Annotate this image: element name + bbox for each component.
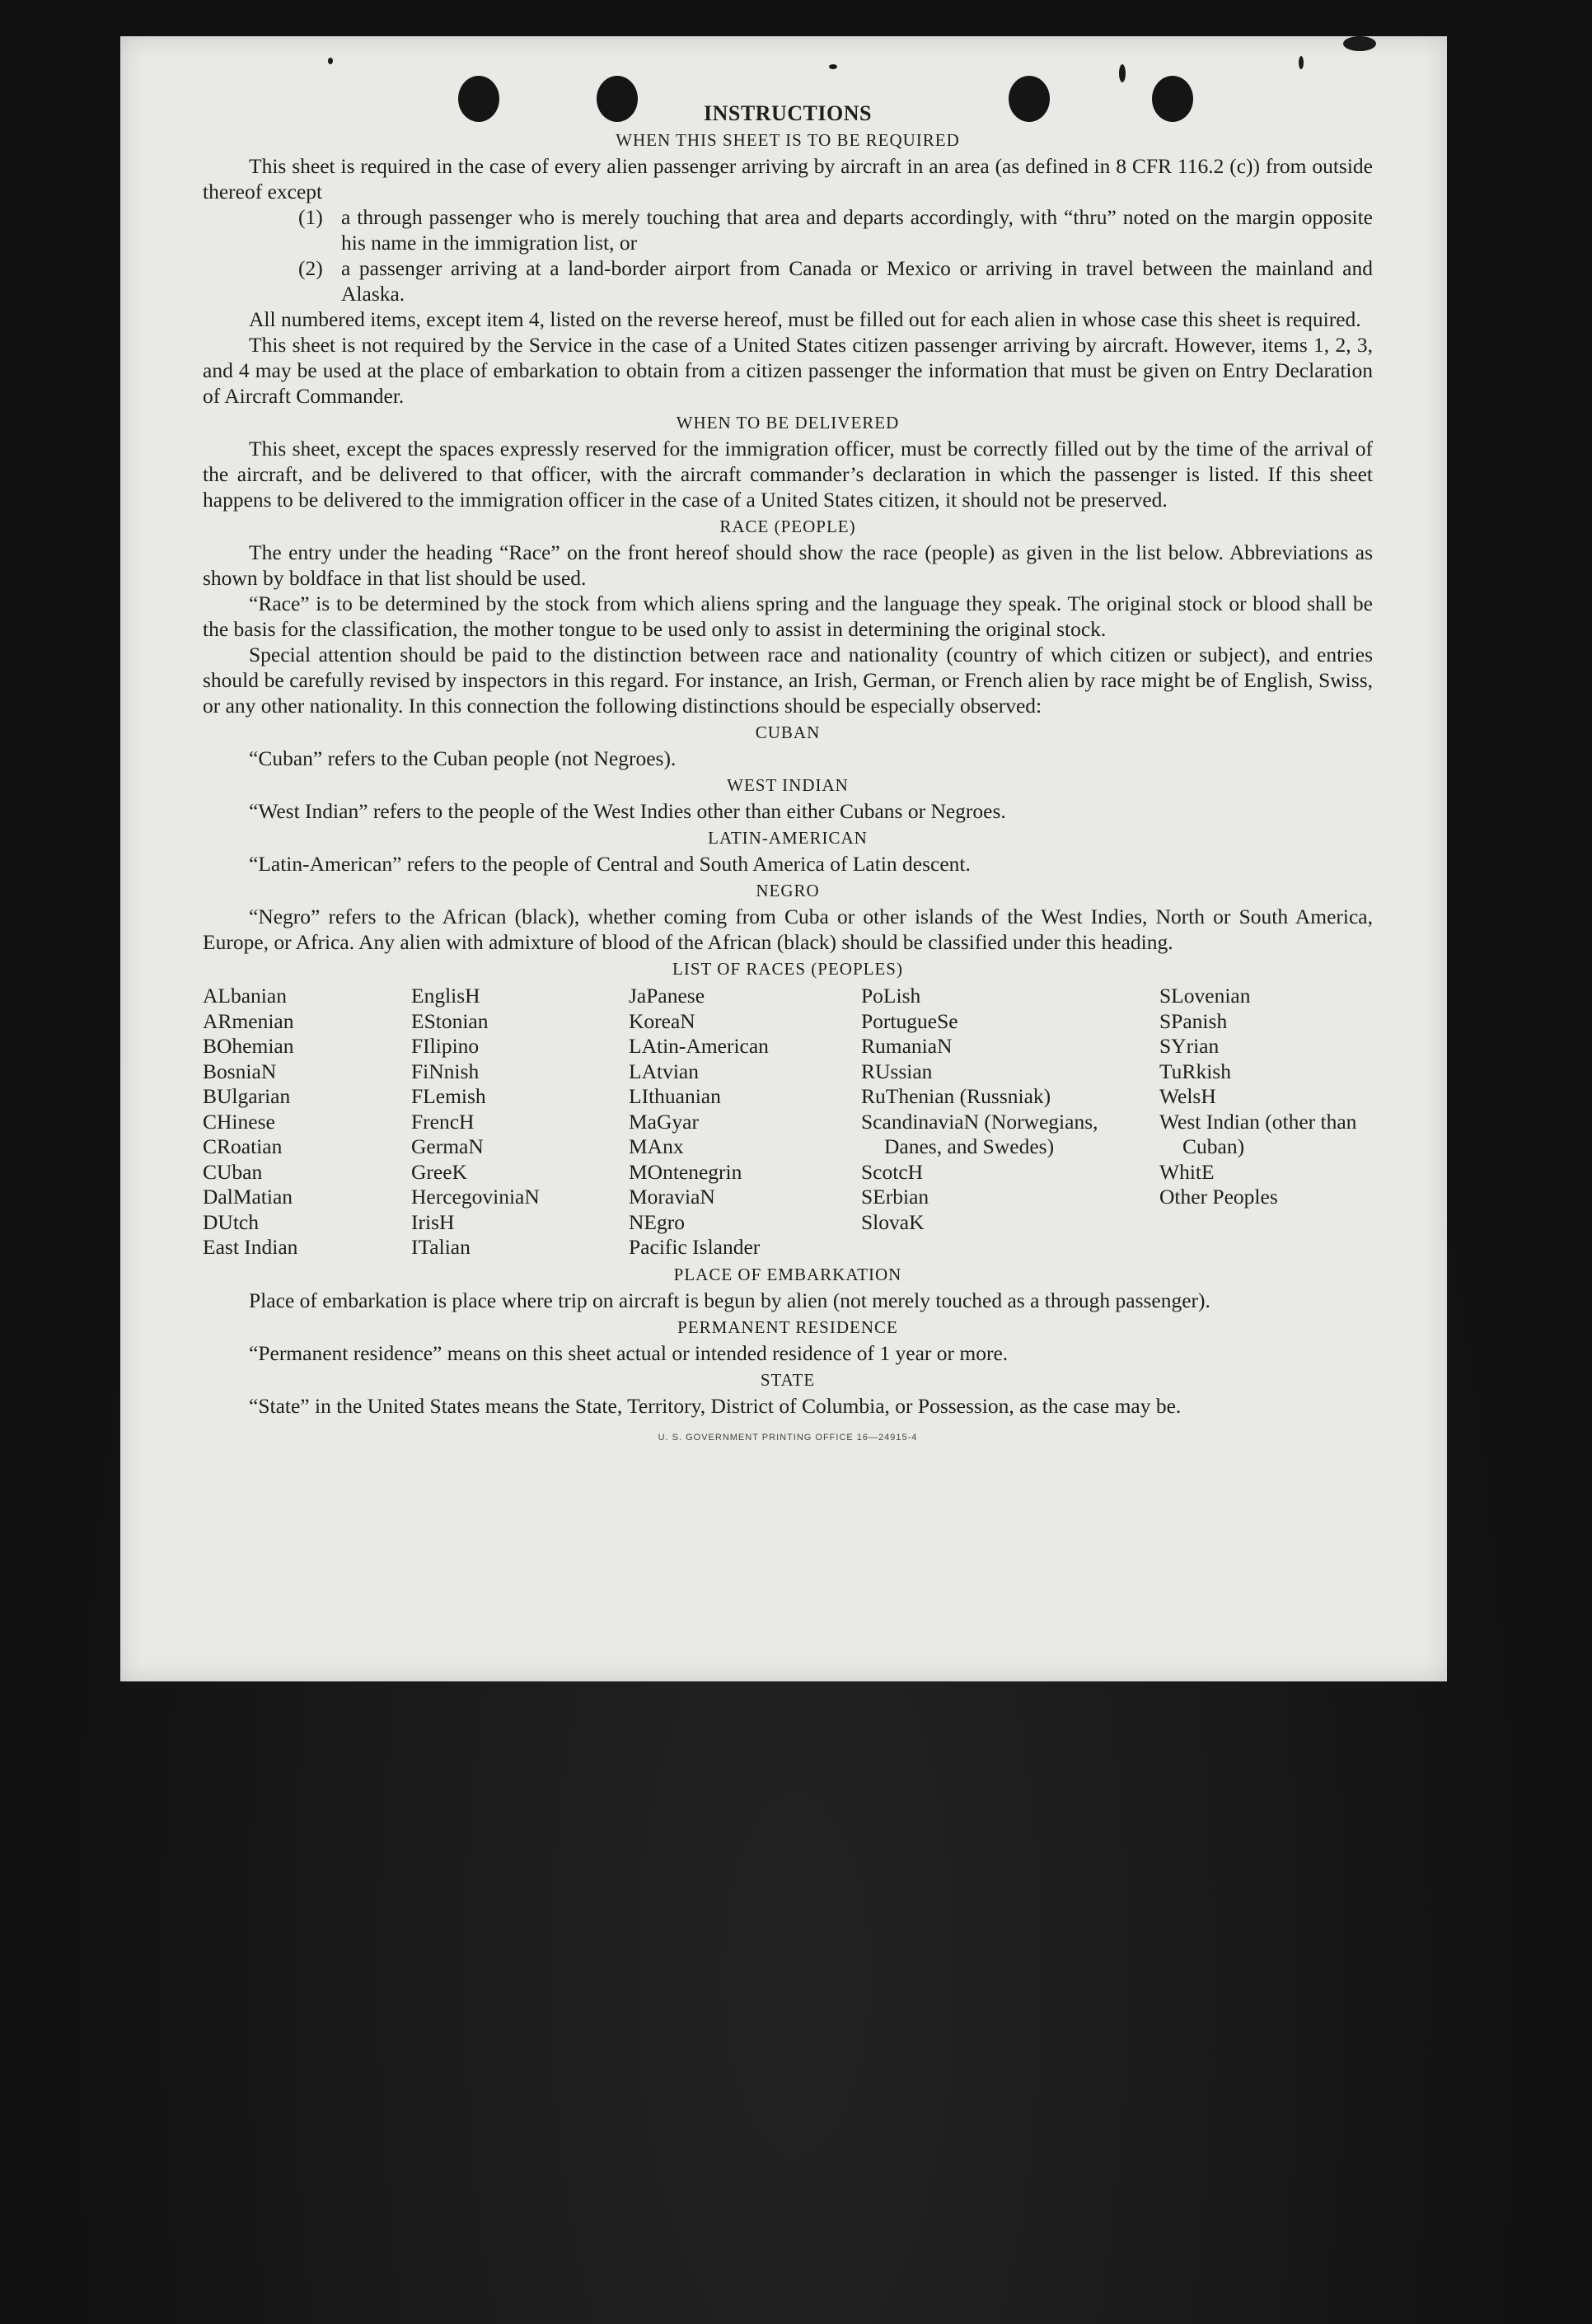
section-heading-latin-american: LATIN-AMERICAN xyxy=(708,828,868,848)
race-entry: West Indian (other than Cuban) xyxy=(1159,1109,1357,1158)
race-entry: BUlgarian xyxy=(203,1084,291,1108)
race-para3: Special attention should be paid to the distinction between race and nationality (country of which citizen or subject), and entries should be carefully revised by inspectors in this regard. For instance, an Irish, German, or French alien by race might be of English, Swiss, or any other nationality. In this connection the following distinctions should be especially observed: xyxy=(203,643,1373,718)
race-entry: EStonian xyxy=(411,1008,489,1033)
race-entry: ARmenian xyxy=(203,1008,294,1033)
race-entry: GermaN xyxy=(411,1134,484,1158)
ink-speck xyxy=(1119,64,1126,82)
section-heading-embarkation: PLACE OF EMBARKATION xyxy=(673,1264,902,1284)
instructions-text xyxy=(203,101,1373,1451)
race-entry: TuRkish xyxy=(1159,1059,1231,1083)
latin-american-text: “Latin-American” refers to the people of Central and South America of Latin descent. xyxy=(249,852,971,876)
race-entry: MoraviaN xyxy=(629,1185,715,1209)
race-para2: “Race” is to be determined by the stock from which aliens spring and the language they speak. The original stock or blood shall be the basis for the classification, the mother tongue to be used only to assist in determining the original stock. xyxy=(203,592,1373,641)
when-delivered-text: This sheet, except the spaces expressly reserved for the immigration officer, must be correctly filled out by the time of the arrival of the aircraft, and be delivered to that officer, with the aircraft commander’s declaration in which the passenger is listed. If this sheet happens to be delivered to the immigration officer in the case of a United States citizen, it should not be preserved. xyxy=(203,437,1373,512)
race-para1: The entry under the heading “Race” on the front hereof should show the race (people) as given in the list below. Abbreviations as shown by boldface in that list should be used. xyxy=(203,540,1373,590)
races-column xyxy=(861,984,1159,1260)
race-entry: BosniaN xyxy=(203,1059,277,1083)
race-entry: DUtch xyxy=(203,1209,259,1234)
ink-speck xyxy=(829,64,837,69)
race-entry: ITalian xyxy=(411,1235,471,1259)
races-column xyxy=(629,984,861,1260)
race-entry: NEgro xyxy=(629,1209,685,1234)
race-entry: FIlipino xyxy=(411,1034,480,1058)
race-entry: PoLish xyxy=(861,984,921,1008)
race-entry: SLovenian xyxy=(1159,984,1251,1008)
race-entry: SErbian xyxy=(861,1185,929,1209)
race-entry: IrisH xyxy=(411,1209,455,1234)
exception-text: a passenger arriving at a land-border airport from Canada or Mexico or arriving in travel between the mainland and Alaska. xyxy=(341,256,1373,306)
race-entry: ScandinaviaN (Norwegians, Danes, and Swedes) xyxy=(861,1109,1098,1158)
race-entry: HercegoviniaN xyxy=(411,1185,540,1209)
section-heading-residence: PERMANENT RESIDENCE xyxy=(677,1316,898,1337)
race-entry: RuThenian (Russniak) xyxy=(861,1084,1051,1108)
race-entry: Pacific Islander xyxy=(629,1235,761,1259)
when-required-para3: This sheet is not required by the Service in the case of a United States citizen passenger arriving by aircraft. However, items 1, 2, 3, and 4 may be used at the place of embarkation to obtain from a citizen passenger the information that must be given on Entry Declaration of Aircraft Commander. xyxy=(203,333,1373,408)
race-entry: CRoatian xyxy=(203,1134,283,1158)
race-entry: East Indian xyxy=(203,1235,298,1259)
race-entry: Other Peoples xyxy=(1159,1185,1278,1209)
races-column xyxy=(1159,984,1370,1260)
page-title: INSTRUCTIONS xyxy=(704,101,872,125)
race-entry: LAtvian xyxy=(629,1059,699,1083)
race-entry: BOhemian xyxy=(203,1034,294,1058)
residence-text: “Permanent residence” means on this sheet actual or intended residence of 1 year or more. xyxy=(249,1340,1009,1365)
race-entry: CHinese xyxy=(203,1109,275,1134)
race-entry: RUssian xyxy=(861,1059,933,1083)
race-entry: MaGyar xyxy=(629,1109,699,1134)
exception-number: (2) xyxy=(298,256,323,280)
section-heading-cuban: CUBAN xyxy=(755,722,821,742)
race-entry: LAtin-American xyxy=(629,1034,769,1058)
race-entry: ScotcH xyxy=(861,1159,924,1184)
ink-speck xyxy=(328,58,333,64)
race-entry: RumaniaN xyxy=(861,1034,953,1058)
section-heading-state: STATE xyxy=(760,1369,816,1390)
cuban-text: “Cuban” refers to the Cuban people (not Negroes). xyxy=(249,746,677,770)
race-entry: PortugueSe xyxy=(861,1008,958,1033)
section-heading-race: RACE (PEOPLE) xyxy=(719,517,856,536)
race-entry: FLemish xyxy=(411,1084,486,1108)
races-column xyxy=(411,984,629,1260)
exception-item xyxy=(203,204,1373,255)
race-entry: EnglisH xyxy=(411,984,480,1008)
exception-item xyxy=(203,255,1373,306)
race-entry: LIthuanian xyxy=(629,1084,721,1108)
section-heading-west-indian: WEST INDIAN xyxy=(727,775,849,795)
exception-number: (1) xyxy=(298,205,323,229)
race-entry: MOntenegrin xyxy=(629,1159,742,1184)
section-heading-when-delivered: WHEN TO BE DELIVERED xyxy=(676,413,900,433)
race-entry: MAnx xyxy=(629,1134,684,1158)
race-entry: FiNnish xyxy=(411,1059,480,1083)
state-text: “State” in the United States means the State, Territory, District of Columbia, or Possession, as the case may be. xyxy=(249,1393,1182,1418)
when-required-intro: This sheet is required in the case of every alien passenger arriving by aircraft in an area (as defined in 8 CFR 116.2 (c)) from outside thereof except xyxy=(203,154,1373,203)
race-entry: GreeK xyxy=(411,1159,467,1184)
west-indian-text: “West Indian” refers to the people of the West Indies other than either Cubans or Negroes. xyxy=(249,799,1006,823)
embarkation-text: Place of embarkation is place where trip on aircraft is begun by alien (not merely touched as a through passenger). xyxy=(249,1288,1210,1312)
section-heading-negro: NEGRO xyxy=(756,881,820,900)
ink-speck xyxy=(1299,56,1304,69)
when-required-para2: All numbered items, except item 4, listed on the reverse hereof, must be filled out for each alien in whose case this sheet is required. xyxy=(249,307,1361,331)
race-entry: WhitE xyxy=(1159,1159,1215,1184)
races-list xyxy=(203,984,1373,1260)
race-entry: JaPanese xyxy=(629,984,705,1008)
race-entry: CUban xyxy=(203,1159,263,1184)
race-entry: ALbanian xyxy=(203,984,287,1008)
document-page xyxy=(120,36,1447,1681)
race-entry: FrencH xyxy=(411,1109,475,1134)
section-heading-races-list: LIST OF RACES (PEOPLES) xyxy=(672,959,903,979)
paper-tear xyxy=(1343,36,1376,51)
race-entry: DalMatian xyxy=(203,1185,293,1209)
race-entry: SlovaK xyxy=(861,1209,925,1234)
printer-imprint: U. S. GOVERNMENT PRINTING OFFICE 16—24915-4 xyxy=(658,1432,918,1443)
race-entry: KoreaN xyxy=(629,1008,695,1033)
race-entry: SYrian xyxy=(1159,1034,1220,1058)
races-column xyxy=(203,984,411,1260)
race-entry: WelsH xyxy=(1159,1084,1216,1108)
race-entry: SPanish xyxy=(1159,1008,1228,1033)
exception-text: a through passenger who is merely touching that area and departs accordingly, with “thru” noted on the margin opposite his name in the immigration list, or xyxy=(341,205,1373,255)
negro-text: “Negro” refers to the African (black), whether coming from Cuba or other islands of the West Indies, North or South America, Europe, or Africa. Any alien with admixture of blood of the African (black) should be classified under this heading. xyxy=(203,905,1373,954)
section-heading-when-required: WHEN THIS SHEET IS TO BE REQUIRED xyxy=(616,130,960,150)
